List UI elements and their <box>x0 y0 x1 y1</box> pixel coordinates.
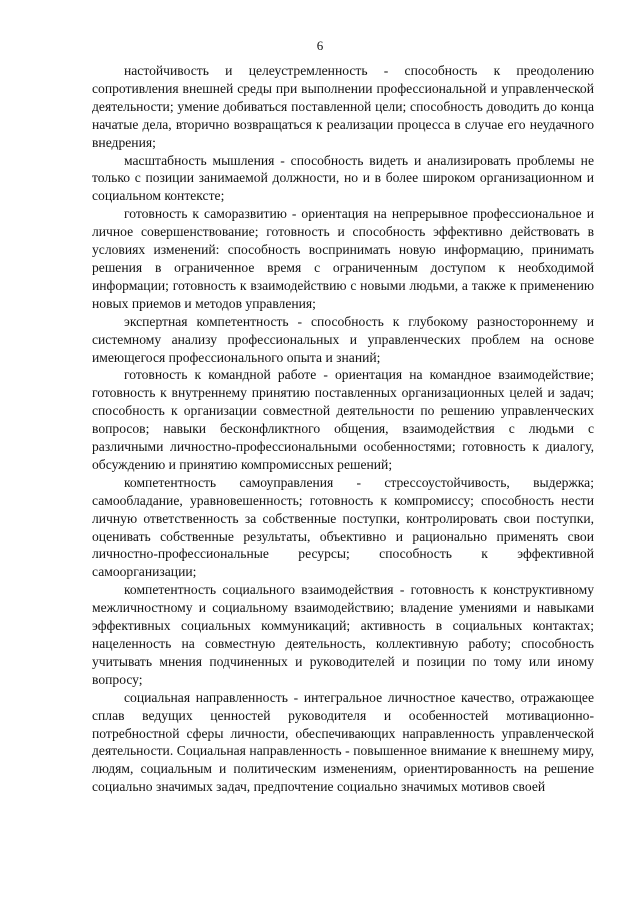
paragraph-self-management: компетентность самоуправления - стрессоустойчивость, выдержка; самообладание, уравновешенность; готовность к компромиссу; способность нести личную ответственность за собственные поступки, контролировать свои поступки, оценивать собственные результаты, объективно и рационально применять свои личностно-профессиональные ресурсы; способность к эффективной самоорганизации; <box>92 474 594 580</box>
paragraph-expert-competence: экспертная компетентность - способность к глубокому разностороннему и системному анализу профессиональных и управленческих проблем на основе имеющегося профессионального опыта и знаний; <box>92 313 594 365</box>
paragraph-social-interaction: компетентность социального взаимодействия - готовность к конструктивному межличностному и социальному взаимодействию; владение умениями и навыками эффективных социальных коммуникаций; активность в социальных контактах; нацеленность на совместную деятельность, коллективную работу; способность учитывать мнения подчиненных и руководителей и позиции по тому или иному вопросу; <box>92 582 594 687</box>
paragraph-persistence: настойчивость и целеустремленность - способность к преодолению сопротивления внешней среды при выполнении профессиональной и управленческой деятельности; умение добиваться поставленной цели; способность доводить до конца начатые дела, вторично возвращаться к реализации процесса в случае его неудачного внедрения; <box>92 63 594 150</box>
paragraph-teamwork: готовность к командной работе - ориентация на командное взаимодействие; готовность к внутреннему принятию поставленных организационных целей и задач; способность к организации совместной деятельности по решению управленческих вопросов; навыки бесконфликтного общения, взаимодействия с людьми с различными личностно-профессиональными особенностями; готовность к диалогу, обсуждению и принятию компромиссных решений; <box>92 367 594 472</box>
document-body <box>92 62 594 796</box>
paragraph-thinking-scale: масштабность мышления - способность видеть и анализировать проблемы не только с позиции занимаемой должности, но и в более широком организационном и социальном контексте; <box>92 152 594 204</box>
paragraph-social-orientation: социальная направленность - интегральное личностное качество, отражающее сплав ведущих ценностей руководителя и особенностей мотивационно-потребностной сферы личности, обеспечивающих направленность управленческой деятельности. Социальная направленность - повышенное внимание к внешнему миру, людям, социальным и политическим изменениям, ориентированность на решение социально значимых задач, предпочтение социально значимых мотивов своей <box>92 689 594 795</box>
page-number: 6 <box>316 38 324 53</box>
paragraph-self-development: готовность к саморазвитию - ориентация на непрерывное профессиональное и личное совершенствование; готовность и способность эффективно действовать в условиях изменений: способность воспринимать новую информацию, принимать решения в ограниченное время с ограниченным доступом к необходимой информации; готовность к взаимодействию с новыми людьми, а также к применению новых приемов и методов управления; <box>92 206 594 311</box>
